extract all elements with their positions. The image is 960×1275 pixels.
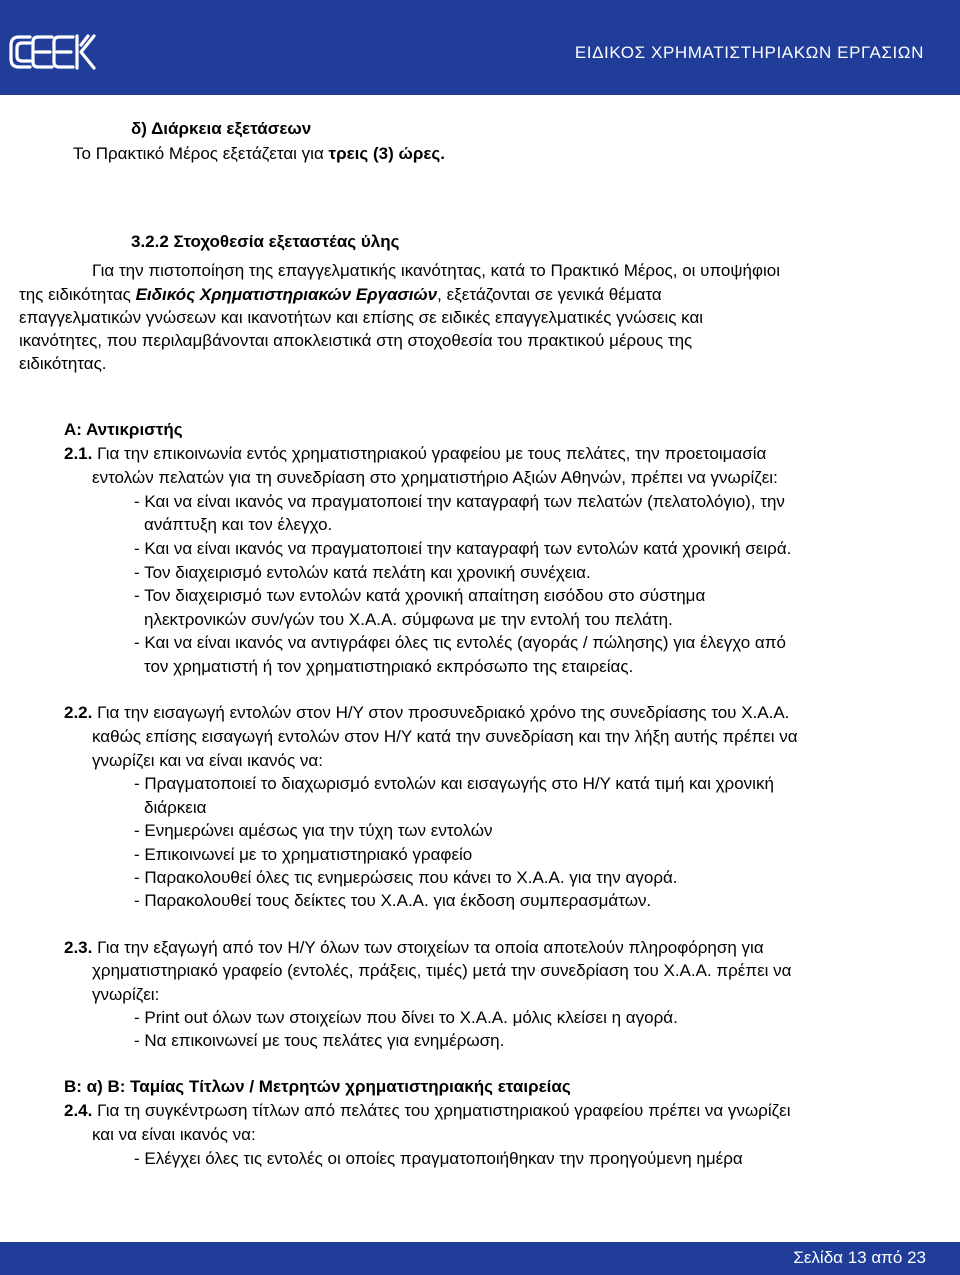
page-number: Σελίδα 13 από 23 bbox=[793, 1248, 926, 1267]
list-item: - Ελέγχει όλες τις εντολές οι οποίες πραγματοποιήθηκαν την προηγούμενη ημέρα bbox=[134, 1149, 743, 1168]
header-title: ΕΙΔΙΚΟΣ ΧΡΗΜΑΤΙΣΤΗΡΙΑΚΩΝ ΕΡΓΑΣΙΩΝ bbox=[574, 43, 924, 62]
section-322-text: , εξετάζονται σε γενικά θέματα bbox=[437, 285, 662, 304]
paragraph-2-1-line: εντολών πελατών για τη συνεδρίαση στο χρηματιστήριο Αξιών Αθηνών, πρέπει να γνωρίζει: bbox=[92, 468, 778, 487]
list-item: ηλεκτρονικών συν/γών του Χ.Α.Α. σύμφωνα με την εντολή του πελάτη. bbox=[144, 610, 673, 629]
section-322-line: Για την πιστοποίηση της επαγγελματικής ικανότητας, κατά το Πρακτικό Μέρος, οι υποψήφιοι bbox=[92, 261, 780, 280]
paragraph-number: 2.2. bbox=[64, 703, 93, 722]
list-item: - Και να είναι ικανός να αντιγράφει όλες τις εντολές (αγοράς / πώλησης) για έλεγχο από bbox=[134, 633, 786, 652]
list-item: - Ενημερώνει αμέσως για την τύχη των εντολών bbox=[134, 821, 493, 840]
list-item: τον χρηματιστή ή τον χρηματιστηριακό εκπρόσωπο της εταιρείας. bbox=[144, 657, 634, 676]
paragraph-number: 2.3. bbox=[64, 938, 93, 957]
specialty-name: Ειδικός Χρηματιστηριακών Εργασιών bbox=[135, 285, 438, 304]
section-322-line: ικανότητες, που περιλαμβάνονται αποκλειστικά στη στοχοθεσία του πρακτικού μέρους της bbox=[19, 331, 693, 350]
list-item: - Τον διαχειρισμό εντολών κατά πελάτη και χρονική συνέχεια. bbox=[134, 563, 591, 582]
paragraph-2-3-line bbox=[64, 937, 764, 958]
page-header bbox=[0, 0, 960, 95]
section-322-text: της ειδικότητας bbox=[19, 285, 136, 304]
page-footer bbox=[0, 1242, 960, 1275]
paragraph-text: Για την επικοινωνία εντός χρηματιστηριακού γραφείου με τους πελάτες, την προετοιμασία bbox=[92, 444, 767, 463]
section-d-text-normal: Το Πρακτικό Μέρος εξετάζεται για bbox=[73, 144, 329, 163]
list-item: - Επικοινωνεί με το χρηματιστηριακό γραφείο bbox=[134, 845, 473, 864]
paragraph-text: Για τη συγκέντρωση τίτλων από πελάτες του χρηματιστηριακού γραφείου πρέπει να γνωρίζει bbox=[92, 1101, 791, 1120]
list-item: - Να επικοινωνεί με τους πελάτες για ενημέρωση. bbox=[134, 1031, 505, 1050]
section-b-heading: Β: α) Β: Ταμίας Τίτλων / Μετρητών χρηματιστηριακής εταιρείας bbox=[64, 1077, 571, 1096]
list-item: - Τον διαχειρισμό των εντολών κατά χρονική απαίτηση εισόδου στο σύστημα bbox=[134, 586, 706, 605]
paragraph-2-3-line: γνωρίζει: bbox=[92, 985, 160, 1004]
paragraph-2-2-line: καθώς επίσης εισαγωγή εντολών στον Η/Υ κατά την συνεδρίαση και την λήξη αυτής πρέπει να bbox=[92, 727, 798, 746]
list-item: - Print out όλων των στοιχείων που δίνει το Χ.Α.Α. μόλις κλείσει η αγορά. bbox=[134, 1008, 678, 1027]
paragraph-2-4-line bbox=[64, 1100, 790, 1121]
paragraph-number: 2.1. bbox=[64, 444, 93, 463]
paragraph-2-3-line: χρηματιστηριακό γραφείο (εντολές, πράξεις, τιμές) μετά την συνεδρίαση του Χ.Α.Α. πρέπει να bbox=[92, 961, 792, 980]
paragraph-number: 2.4. bbox=[64, 1101, 93, 1120]
paragraph-2-1-line bbox=[64, 443, 766, 464]
section-322-line: επαγγελματικών γνώσεων και ικανοτήτων και επίσης σε ειδικές επαγγελματικές γνώσεις και bbox=[19, 308, 704, 327]
section-322-heading: 3.2.2 Στοχοθεσία εξεταστέας ύλης bbox=[131, 232, 400, 251]
list-item: - Και να είναι ικανός να πραγματοποιεί την καταγραφή των πελατών (πελατολόγιο), την bbox=[134, 492, 785, 511]
ceek-logo bbox=[8, 30, 98, 74]
list-item: ανάπτυξη και τον έλεγχο. bbox=[144, 515, 333, 534]
paragraph-2-2-line bbox=[64, 702, 789, 723]
paragraph-text: Για την εισαγωγή εντολών στον Η/Υ στον προσυνεδριακό χρόνο της συνεδρίασης του Χ.Α.Α. bbox=[92, 703, 790, 722]
section-a-heading: Α: Αντικριστής bbox=[64, 420, 183, 439]
list-item: - Παρακολουθεί όλες τις ενημερώσεις που κάνει το Χ.Α.Α. για την αγορά. bbox=[134, 868, 678, 887]
paragraph-text: Για την εξαγωγή από τον Η/Υ όλων των στοιχείων τα οποία αποτελούν πληροφόρηση για bbox=[92, 938, 764, 957]
section-d-text-bold: τρεις (3) ώρες. bbox=[328, 144, 445, 163]
list-item: - Πραγματοποιεί το διαχωρισμό εντολών και εισαγωγής στο Η/Υ κατά τιμή και χρονική bbox=[134, 774, 774, 793]
list-item: διάρκεια bbox=[144, 798, 207, 817]
list-item: - Παρακολουθεί τους δείκτες του Χ.Α.Α. για έκδοση συμπερασμάτων. bbox=[134, 891, 652, 910]
section-322-line: ειδικότητας. bbox=[19, 354, 107, 373]
list-item: - Και να είναι ικανός να πραγματοποιεί την καταγραφή των εντολών κατά χρονική σειρά. bbox=[134, 539, 792, 558]
section-322-line bbox=[19, 284, 662, 305]
section-d-heading: δ) Διάρκεια εξετάσεων bbox=[131, 119, 312, 138]
section-d-text bbox=[73, 143, 445, 164]
paragraph-2-2-line: γνωρίζει και να είναι ικανός να: bbox=[92, 751, 323, 770]
paragraph-2-4-line: και να είναι ικανός να: bbox=[92, 1125, 256, 1144]
